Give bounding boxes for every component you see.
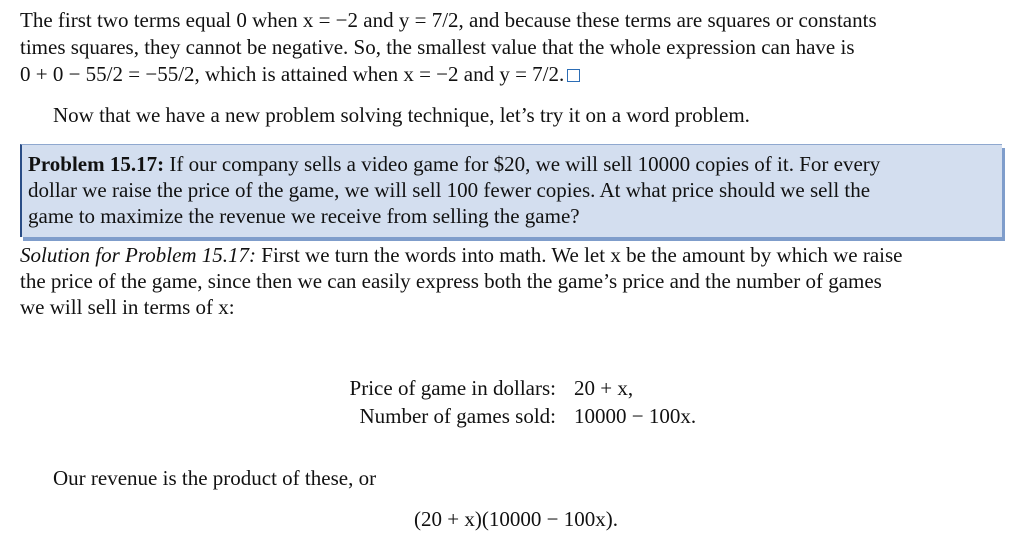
problem-box [20,144,1002,237]
solution-line-3: we will sell in terms of x: [20,295,235,319]
problem-line-2: dollar we raise the price of the game, we will sell 100 fewer copies. At what price should we sell the [28,178,871,202]
solution-label: Solution for Problem 15.17: [20,243,257,267]
paragraph-line-1: The first two terms equal 0 when x = −2 and y = 7/2, and because these terms are squares or constants [20,8,877,32]
problem-label: Problem 15.17: [28,152,165,176]
intro-sentence: Now that we have a new problem solving technique, let’s try it on a word problem. [53,103,750,127]
paragraph-line-2: times squares, they cannot be negative. So, the smallest value that the whole expression can have is [20,35,855,59]
paragraph-line-3-text: 0 + 0 − 55/2 = −55/2, which is attained when x = −2 and y = 7/2. [20,62,565,86]
equation-value-sold: 10000 − 100x. [574,404,697,428]
equation-row-sold [320,403,696,431]
equation-value-price: 20 + x, [574,376,634,400]
qed-icon [567,69,580,82]
problem-line-1-text: If our company sells a video game for $20, we will sell 10000 copies of it. For every [169,152,881,176]
equation-label-price: Price of game in dollars: [349,376,556,400]
equation-row-price [320,375,696,403]
problem-line-1 [28,151,880,177]
revenue-intro: Our revenue is the product of these, or [53,466,377,490]
solution-line-2: the price of the game, since then we can easily express both the game’s price and the number of games [20,269,882,293]
revenue-expression: (20 + x)(10000 − 100x). [414,507,618,531]
paragraph-line-3 [20,61,580,87]
equation-table [320,375,696,431]
equation-label-sold: Number of games sold: [359,404,556,428]
solution-line-1 [20,242,903,268]
solution-line-1-text: First we turn the words into math. We let x be the amount by which we raise [261,243,903,267]
problem-line-3: game to maximize the revenue we receive from selling the game? [28,204,580,228]
